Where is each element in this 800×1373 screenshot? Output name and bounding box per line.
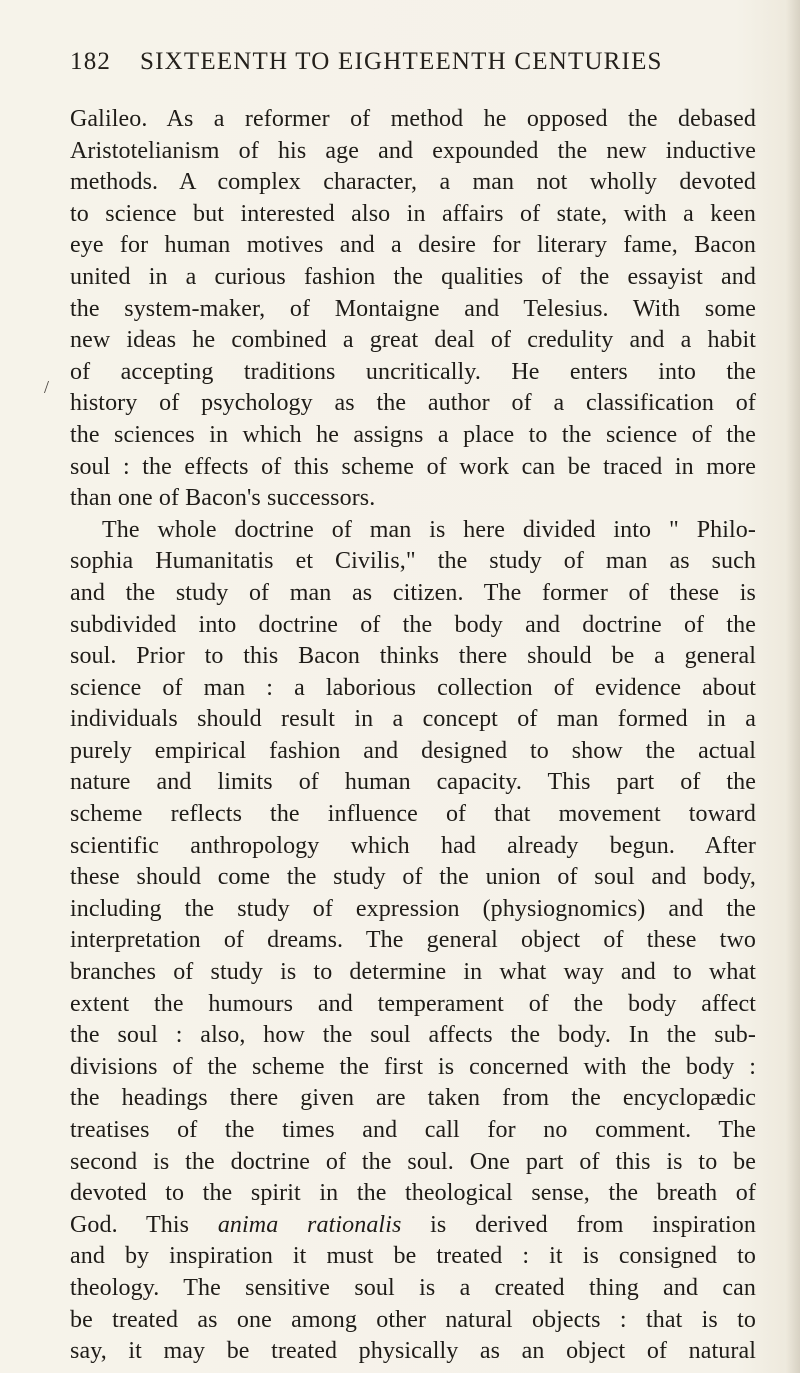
text-line: second is the doctrine of the soul. One part of this is to be bbox=[70, 1148, 756, 1175]
text-line: the system-maker, of Montaigne and Telesius. With some bbox=[70, 295, 756, 322]
margin-pencil-mark: / bbox=[44, 377, 50, 397]
text-line: united in a curious fashion the qualities of the essayist and bbox=[70, 263, 756, 290]
running-head: SIXTEENTH TO EIGHTEENTH CENTURIES bbox=[140, 48, 663, 75]
text-line: these should come the study of the union of soul and body, bbox=[70, 864, 756, 891]
text-line: science of man : a laborious collection of evidence about bbox=[70, 674, 756, 701]
text-line: interpretation of dreams. The general object of these two bbox=[70, 927, 756, 954]
text-line: branches of study is to determine in what way and to what bbox=[70, 959, 756, 986]
text-segment: God. This bbox=[70, 1211, 218, 1238]
text-line: the soul : also, how the soul affects the body. In the sub- bbox=[70, 1022, 756, 1049]
text-line: sophia Humanitatis et Civilis," the study of man as such bbox=[70, 548, 756, 575]
text-line: of accepting traditions uncritically. He enters into the bbox=[70, 358, 756, 385]
text-line: than one of Bacon's successors. bbox=[70, 485, 376, 512]
text-line: individuals should result in a concept of man formed in a bbox=[70, 706, 756, 733]
text-line: divisions of the scheme the first is concerned with the body : bbox=[70, 1053, 756, 1080]
text-line: nature and limits of human capacity. This part of the bbox=[70, 769, 756, 796]
text-line: the sciences in which he assigns a place to the science of the bbox=[70, 421, 756, 448]
text-line: soul. Prior to this Bacon thinks there should be a general bbox=[70, 643, 756, 670]
text-line: to science but interested also in affairs of state, with a keen bbox=[70, 200, 756, 227]
body-text bbox=[70, 104, 756, 1368]
text-line: scientific anthropology which had already begun. After bbox=[70, 832, 756, 859]
text-line: Galileo. As a reformer of method he opposed the debased bbox=[70, 106, 756, 132]
text-line: including the study of expression (physiognomics) and the bbox=[70, 895, 756, 922]
text-line: and by inspiration it must be treated : it is consigned to bbox=[70, 1243, 756, 1270]
text-line: be treated as one among other natural objects : that is to bbox=[70, 1306, 756, 1333]
text-line: soul : the effects of this scheme of work can be traced in more bbox=[70, 453, 756, 480]
text-line: Aristotelianism of his age and expounded the new inductive bbox=[70, 137, 756, 164]
text-line: extent the humours and temperament of the body affect bbox=[70, 990, 756, 1017]
page-number: 182 bbox=[70, 48, 112, 75]
text-line: theology. The sensitive soul is a created thing and can bbox=[70, 1274, 756, 1301]
text-line: eye for human motives and a desire for literary fame, Bacon bbox=[70, 232, 756, 259]
text-line: history of psychology as the author of a classification of bbox=[70, 390, 756, 417]
text-line: methods. A complex character, a man not wholly devoted bbox=[70, 169, 756, 196]
text-line: and the study of man as citizen. The former of these is bbox=[70, 579, 756, 606]
text-line: purely empirical fashion and designed to show the actual bbox=[70, 737, 756, 764]
page-header bbox=[70, 48, 760, 88]
text-line: the headings there given are taken from the encyclopædic bbox=[70, 1085, 756, 1112]
text-line: new ideas he combined a great deal of credulity and a habit bbox=[70, 327, 756, 354]
text-line: subdivided into doctrine of the body and doctrine of the bbox=[70, 611, 756, 638]
text-segment: is derived from inspiration bbox=[401, 1211, 756, 1238]
italic-term: anima rationalis bbox=[217, 1211, 402, 1238]
text-line bbox=[70, 1210, 756, 1242]
text-line: The whole doctrine of man is here divided into " Philo- bbox=[102, 516, 756, 543]
page-edge-shadow bbox=[786, 0, 800, 1373]
text-line: treatises of the times and call for no comment. The bbox=[70, 1117, 756, 1143]
text-line: scheme reflects the influence of that movement toward bbox=[70, 801, 756, 828]
text-line: devoted to the spirit in the theological sense, the breath of bbox=[70, 1180, 756, 1207]
text-line: say, it may be treated physically as an object of natural bbox=[70, 1338, 756, 1365]
